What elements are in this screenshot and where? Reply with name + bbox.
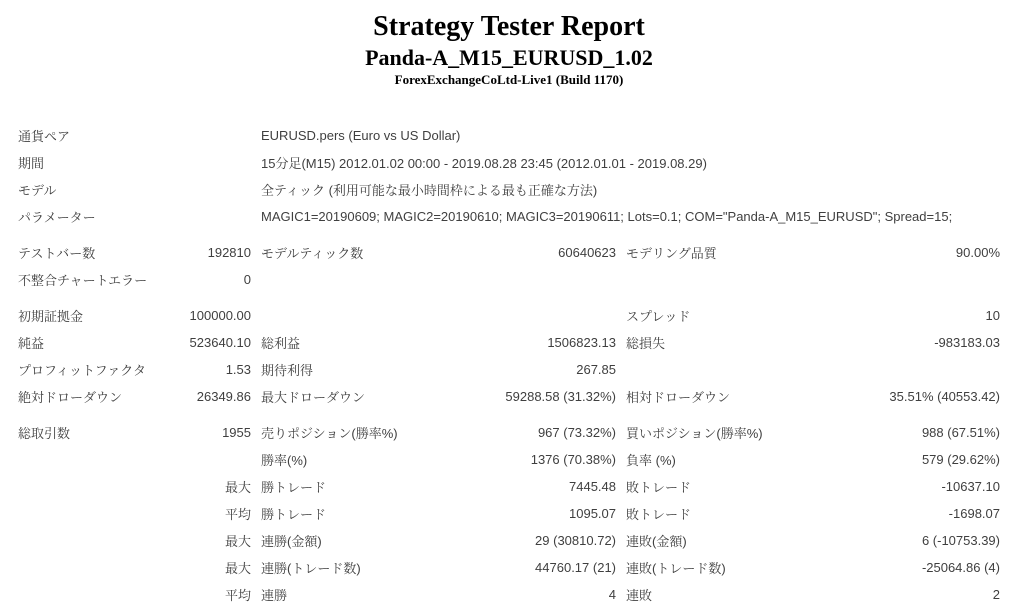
stat-label: 敗トレード	[626, 480, 692, 495]
stat-value: 267.85	[576, 362, 616, 377]
settings-value: 15分足(M15) 2012.01.02 00:00 - 2019.08.28 23:45 (2012.01.01 - 2019.08.29)	[261, 156, 707, 171]
stat-label: プロフィットファクタ	[18, 363, 147, 378]
stat-label: テストバー数	[18, 246, 96, 261]
stat-value: 26349.86	[196, 389, 251, 404]
stat-label: 期待利得	[261, 363, 314, 378]
trades-row-winrate	[18, 446, 1002, 473]
trades-row-total	[18, 419, 1002, 446]
results-row-drawdown	[18, 383, 1002, 410]
settings-value: EURUSD.pers (Euro vs US Dollar)	[261, 128, 461, 143]
stat-label: 初期証拠金	[18, 309, 84, 324]
stat-label: 不整合チャートエラー	[18, 273, 148, 288]
results-table	[18, 302, 1002, 410]
stat-value: 4	[608, 587, 616, 602]
trades-table	[18, 419, 1002, 608]
report-header	[0, 0, 1018, 89]
stat-label: 純益	[18, 336, 45, 351]
stat-label: 連勝	[261, 588, 288, 603]
stat-label: モデリング品質	[626, 246, 717, 261]
stat-label: モデルティック数	[261, 246, 364, 261]
stat-value: -1698.07	[948, 506, 1000, 521]
settings-row-symbol	[18, 122, 1002, 149]
stat-label: 勝率(%)	[261, 453, 308, 468]
stat-label: 連勝(金額)	[261, 534, 322, 549]
quality-table	[18, 239, 1002, 293]
stat-label: 勝トレード	[261, 507, 327, 522]
settings-table	[18, 122, 1002, 230]
stat-value: -983183.03	[934, 335, 1000, 350]
report-title: Strategy Tester Report	[373, 11, 645, 42]
stat-qualifier: 最大	[224, 534, 251, 549]
stat-value: 579 (29.62%)	[921, 452, 1000, 467]
stat-value: 59288.58 (31.32%)	[505, 389, 616, 404]
stat-label: 総損失	[626, 336, 666, 351]
stat-value: 6 (-10753.39)	[921, 533, 1000, 548]
stat-label: 売りポジション(勝率%)	[261, 426, 398, 441]
settings-row-period	[18, 149, 1002, 176]
report-body	[18, 122, 1002, 608]
settings-label: 期間	[18, 156, 45, 171]
quality-row-mismatched-errors	[18, 266, 1002, 293]
stat-value: 10	[985, 308, 1000, 323]
stat-value: 0	[243, 272, 251, 287]
stat-value: 2	[992, 587, 1000, 602]
stat-qualifier: 平均	[224, 507, 251, 522]
stat-label: 連敗	[626, 588, 653, 603]
trades-row-consecutive-count	[18, 554, 1002, 581]
stat-value: 100000.00	[189, 308, 251, 323]
stat-value: 1506823.13	[547, 335, 616, 350]
stat-value: -25064.86 (4)	[921, 560, 1000, 575]
stat-label: 連敗(トレード数)	[626, 561, 726, 576]
stat-value: 60640623	[558, 245, 616, 260]
settings-row-model	[18, 176, 1002, 203]
stat-value: 29 (30810.72)	[535, 533, 616, 548]
results-row-net-profit	[18, 329, 1002, 356]
stat-value: 1376 (70.38%)	[530, 452, 616, 467]
stat-label	[253, 302, 468, 329]
stat-value: 1.53	[225, 362, 251, 377]
stat-label: 負率 (%)	[626, 453, 676, 468]
stat-label: 連勝(トレード数)	[261, 561, 361, 576]
stat-label: スプレッド	[626, 309, 691, 324]
settings-label: パラメーター	[18, 210, 96, 225]
stat-label: 絶対ドローダウン	[18, 390, 123, 405]
settings-value: 全ティック (利用可能な最小時間枠による最も正確な方法)	[261, 183, 598, 198]
stat-value: 523640.10	[189, 335, 251, 350]
stat-value: 192810	[207, 245, 251, 260]
stat-label: 敗トレード	[626, 507, 692, 522]
stat-value: -10637.10	[941, 479, 1000, 494]
settings-value: MAGIC1=20190609; MAGIC2=20190610; MAGIC3=20190611; Lots=0.1; COM="Panda-A_M15_EURUSD"; Spread=15;	[261, 209, 953, 224]
results-row-profit-factor	[18, 356, 1002, 383]
results-row-deposit	[18, 302, 1002, 329]
stat-value: 967 (73.32%)	[537, 425, 616, 440]
stat-label: 相対ドローダウン	[626, 390, 731, 405]
stat-qualifier: 最大	[224, 561, 251, 576]
stat-qualifier: 最大	[224, 480, 251, 495]
quality-row-bars	[18, 239, 1002, 266]
trades-row-average	[18, 500, 1002, 527]
settings-row-parameters	[18, 203, 1002, 230]
stat-value: 7445.48	[569, 479, 616, 494]
stat-label: 買いポジション(勝率%)	[626, 426, 763, 441]
stat-value: 44760.17 (21)	[535, 560, 616, 575]
settings-label: 通貨ペア	[18, 129, 71, 144]
trades-row-consecutive-money	[18, 527, 1002, 554]
trades-row-consecutive-average	[18, 581, 1002, 608]
stat-value: 988 (67.51%)	[921, 425, 1000, 440]
report-broker-build: ForexExchangeCoLtd-Live1 (Build 1170)	[394, 72, 624, 87]
stat-label: 勝トレード	[261, 480, 327, 495]
stat-label: 最大ドローダウン	[261, 390, 366, 405]
report-symbol-title: Panda-A_M15_EURUSD_1.02	[365, 45, 653, 70]
stat-label: 総取引数	[18, 426, 71, 441]
settings-label: モデル	[18, 183, 57, 198]
stat-value: 1095.07	[569, 506, 616, 521]
stat-value: 35.51% (40553.42)	[889, 389, 1000, 404]
trades-row-largest	[18, 473, 1002, 500]
stat-value	[468, 302, 618, 329]
stat-value: 90.00%	[955, 245, 1000, 260]
stat-value: 1955	[222, 425, 251, 440]
stat-qualifier: 平均	[224, 588, 251, 603]
stat-label: 連敗(金額)	[626, 534, 687, 549]
stat-label: 総利益	[261, 336, 301, 351]
